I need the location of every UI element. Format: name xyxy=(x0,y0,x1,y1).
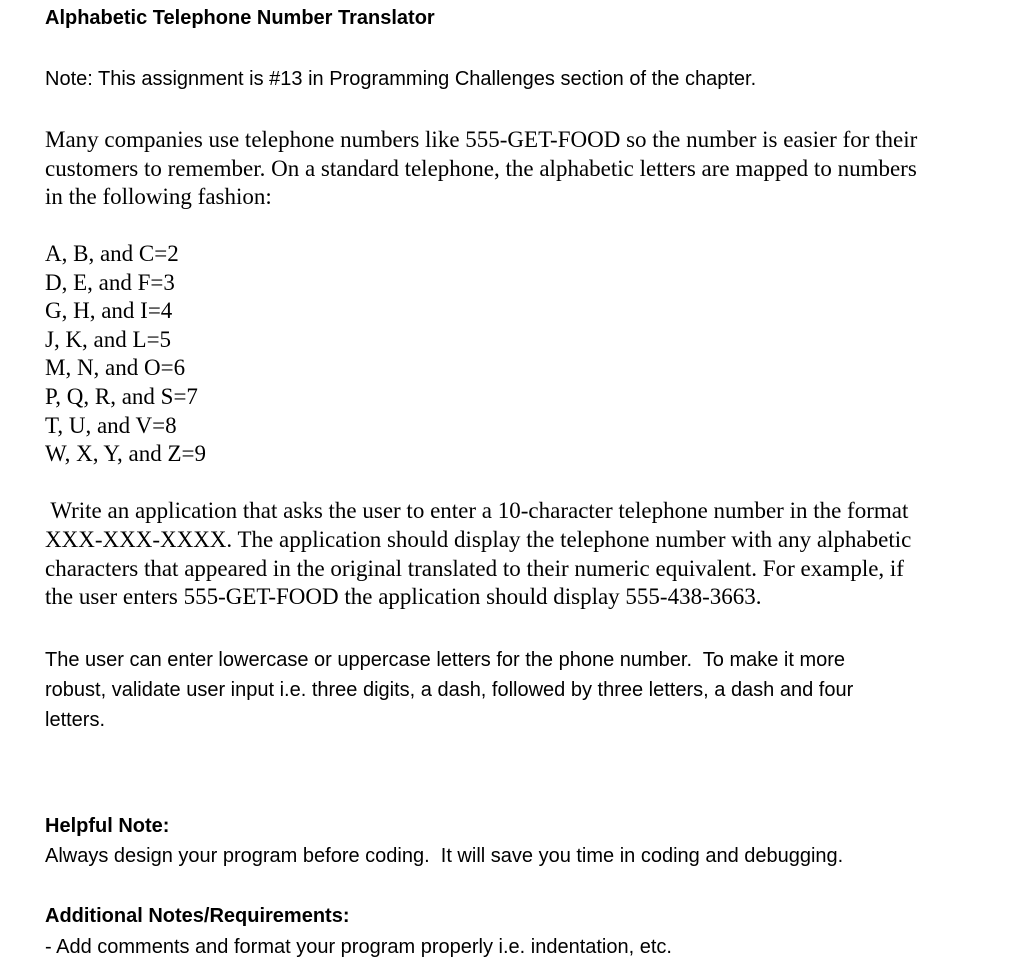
task-line: XXX-XXX-XXXX. The application should display the telephone number with any alphabetic xyxy=(45,526,912,552)
validation-line: The user can enter lowercase or uppercase letters for the phone number. To make it more xyxy=(45,649,846,671)
mapping-item: T, U, and V=8 xyxy=(45,412,177,438)
task-paragraph xyxy=(45,497,911,612)
mapping-item: M, N, and O=6 xyxy=(45,355,186,381)
mapping-item: G, H, and I=4 xyxy=(45,298,173,324)
validation-line: robust, validate user input i.e. three digits, a dash, followed by three letters, a dash and four xyxy=(45,679,854,701)
task-line: Write an application that asks the user to enter a 10-character telephone number in the format xyxy=(45,498,909,523)
validation-line: letters. xyxy=(45,709,106,731)
mapping-item: D, E, and F=3 xyxy=(45,269,175,295)
mapping-item: P, Q, R, and S=7 xyxy=(45,383,198,409)
additional-notes-heading: Additional Notes/Requirements: xyxy=(45,905,350,927)
intro-line: Many companies use telephone numbers like 555-GET-FOOD so the number is easier for their xyxy=(45,127,918,152)
task-line: the user enters 555-GET-FOOD the application should display 555-438-3663. xyxy=(45,584,762,610)
intro-line: customers to remember. On a standard telephone, the alphabetic letters are mapped to numbers xyxy=(45,155,917,181)
task-line: characters that appeared in the original translated to their numeric equivalent. For example, if xyxy=(45,555,904,581)
mapping-item: J, K, and L=5 xyxy=(45,326,172,352)
additional-note-item: - Add comments and format your program properly i.e. indentation, etc. xyxy=(45,936,672,958)
assignment-note: Note: This assignment is #13 in Programming Challenges section of the chapter. xyxy=(45,68,757,90)
page-title: Alphabetic Telephone Number Translator xyxy=(45,7,435,29)
helpful-note-heading: Helpful Note: xyxy=(45,815,170,837)
intro-line: in the following fashion: xyxy=(45,184,272,209)
intro-paragraph xyxy=(45,126,1005,212)
mapping-item: W, X, Y, and Z=9 xyxy=(45,441,206,467)
helpful-note-text: Always design your program before coding. It will save you time in coding and debugging. xyxy=(45,845,844,867)
mapping-item: A, B, and C=2 xyxy=(45,241,179,266)
validation-paragraph xyxy=(45,645,853,735)
letter-mapping-list xyxy=(45,240,206,469)
